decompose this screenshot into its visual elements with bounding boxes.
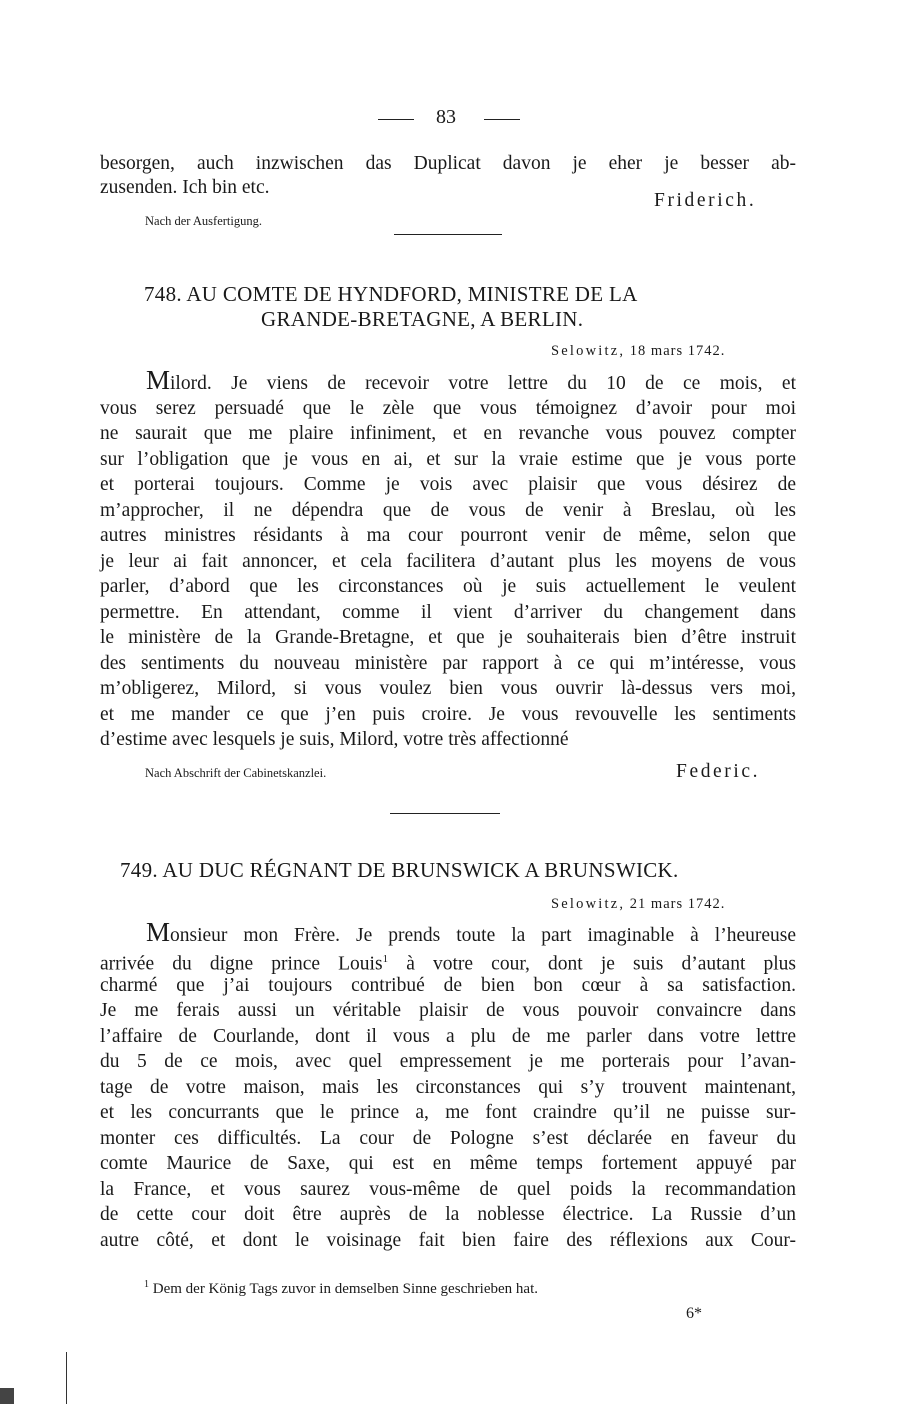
section-divider-1 xyxy=(394,234,502,235)
letter-749-dateline xyxy=(551,896,725,913)
prev-letter-source-note: Nach der Ausfertigung. xyxy=(145,214,262,228)
scan-margin-mark xyxy=(66,1352,67,1404)
letter-749-line-2-after: à votre cour, dont je suis d’autant plus xyxy=(388,953,796,975)
letter-748-initial: M xyxy=(146,365,171,395)
letter-748-line-3: ne saurait que me plaire infiniment, et en revanche vous pouvez compter xyxy=(100,423,796,444)
letter-748-first-line: ilord. Je viens de recevoir votre lettre du 10 de ce mois, et xyxy=(170,373,796,394)
letter-749-first-line: onsieur mon Frère. Je prends toute la part imaginable à l’heureuse xyxy=(170,925,796,946)
footnote-reference: 1 xyxy=(382,953,389,965)
letter-749-line-9: monter ces difficultés. La cour de Pologne s’est déclarée en faveur du xyxy=(100,1128,796,1149)
footnote-text: Dem der König Tags zuvor in demselben Sinne geschrieben hat. xyxy=(149,1281,538,1297)
letter-749-line-2-before: arrivée du digne prince Louis xyxy=(100,953,383,975)
letter-748-line-13: m’obligerez, Milord, si vous voulez bien vous ouvrir là-dessus vers moi, xyxy=(100,678,796,699)
letter-748-line-12: des sentiments du nouveau ministère par rapport à ce qui m’intéresse, vous xyxy=(100,653,796,674)
letter-748-line-15: d’estime avec lesquels je suis, Milord, votre très affectionné xyxy=(100,729,569,750)
page-number: 83 xyxy=(436,106,456,128)
letter-748-source-note: Nach Abschrift der Cabinetskanzlei. xyxy=(145,766,327,780)
letter-748-line-4: sur l’obligation que je vous en ai, et sur la vraie estime que je vous porte xyxy=(100,449,796,470)
letter-749-initial: M xyxy=(146,917,171,947)
letter-748-place: Selowitz, xyxy=(551,343,626,359)
letter-748-line-6: m’approcher, il ne dépendra que de vous de venir à Breslau, où les xyxy=(100,500,796,521)
letter-748-line-11: le ministère de la Grande-Bretagne, et que je souhaiterais bien d’être instruit xyxy=(100,627,796,648)
letter-748-line-2: vous serez persuadé que le zèle que vous témoignez d’avoir pour moi xyxy=(100,398,796,419)
letter-749-line-12: de cette cour doit être auprès de la noblesse électrice. La Russie d’un xyxy=(100,1204,796,1225)
letter-749-line-5: l’affaire de Courlande, dont il vous a plu de me parler dans votre lettre xyxy=(100,1026,796,1047)
page-number-rule-right xyxy=(484,119,520,120)
page-number-rule-left xyxy=(378,119,414,120)
letter-748-line-5: et porterai toujours. Comme je vois avec plaisir que vous désirez de xyxy=(100,474,796,495)
letter-748-line-1 xyxy=(146,365,796,396)
letter-749-line-4: Je me ferais aussi un véritable plaisir de vous pouvoir convaincre dans xyxy=(100,1000,796,1021)
footnote xyxy=(144,1279,538,1298)
letter-749-line-10: comte Maurice de Saxe, qui est en même temps fortement appuyé par xyxy=(100,1153,796,1174)
letter-748-line-9: parler, d’abord que les circonstances où je suis actuellement le veulent xyxy=(100,576,796,597)
scan-corner-mark xyxy=(0,1388,14,1404)
letter-748-signature: Federic. xyxy=(676,761,761,782)
letter-749-line-8: et les concurrants que le prince a, me font craindre qu’il ne puisse sur- xyxy=(100,1102,796,1123)
letter-749-line-1 xyxy=(146,917,796,948)
letter-748-line-7: autres ministres résidants à ma cour pourront venir de même, selon que xyxy=(100,525,796,546)
prev-letter-line-2: zusenden. Ich bin etc. xyxy=(100,177,270,198)
letter-749-line-7: tage de votre maison, mais les circonstances qui s’y trouvent maintenant, xyxy=(100,1077,796,1098)
letter-748-heading-line-2: GRANDE-BRETAGNE, A BERLIN. xyxy=(261,307,584,331)
signature-mark: 6* xyxy=(686,1305,702,1322)
letter-749-line-13: autre côté, et dont le voisinage fait bien faire des réflexions aux Cour- xyxy=(100,1230,796,1251)
footnote-mark: 1 xyxy=(144,1279,149,1290)
letter-748-date: 18 mars 1742. xyxy=(629,343,726,359)
letter-748-line-10: permettre. En attendant, comme il vient d’arriver du changement dans xyxy=(100,602,796,623)
prev-letter-signature: Friderich. xyxy=(654,190,757,211)
letter-748-dateline xyxy=(551,343,725,360)
letter-749-line-6: du 5 de ce mois, avec quel empressement je me porterais pour l’avan- xyxy=(100,1051,796,1072)
section-divider-2 xyxy=(390,813,500,814)
letter-748-line-14: et me mander ce que j’en puis croire. Je vous revouvelle les sentiments xyxy=(100,704,796,725)
letter-748-line-8: je leur ai fait annoncer, et cela facilitera d’autant plus les moyens de vous xyxy=(100,551,796,572)
letter-749-place: Selowitz, xyxy=(551,896,626,912)
letter-749-date: 21 mars 1742. xyxy=(629,896,726,912)
letter-749-heading: 749. AU DUC RÉGNANT DE BRUNSWICK A BRUNSWICK. xyxy=(120,858,679,882)
prev-letter-line-1: besorgen, auch inzwischen das Duplicat davon je eher je besser ab- xyxy=(100,153,796,174)
letter-749-line-3: charmé que j’ai toujours contribué de bien bon cœur à sa satisfaction. xyxy=(100,975,796,996)
letter-749-line-11: la France, et vous saurez vous-même de quel poids la recommandation xyxy=(100,1179,796,1200)
letter-748-heading-line-1: 748. AU COMTE DE HYNDFORD, MINISTRE DE LA xyxy=(144,282,638,306)
